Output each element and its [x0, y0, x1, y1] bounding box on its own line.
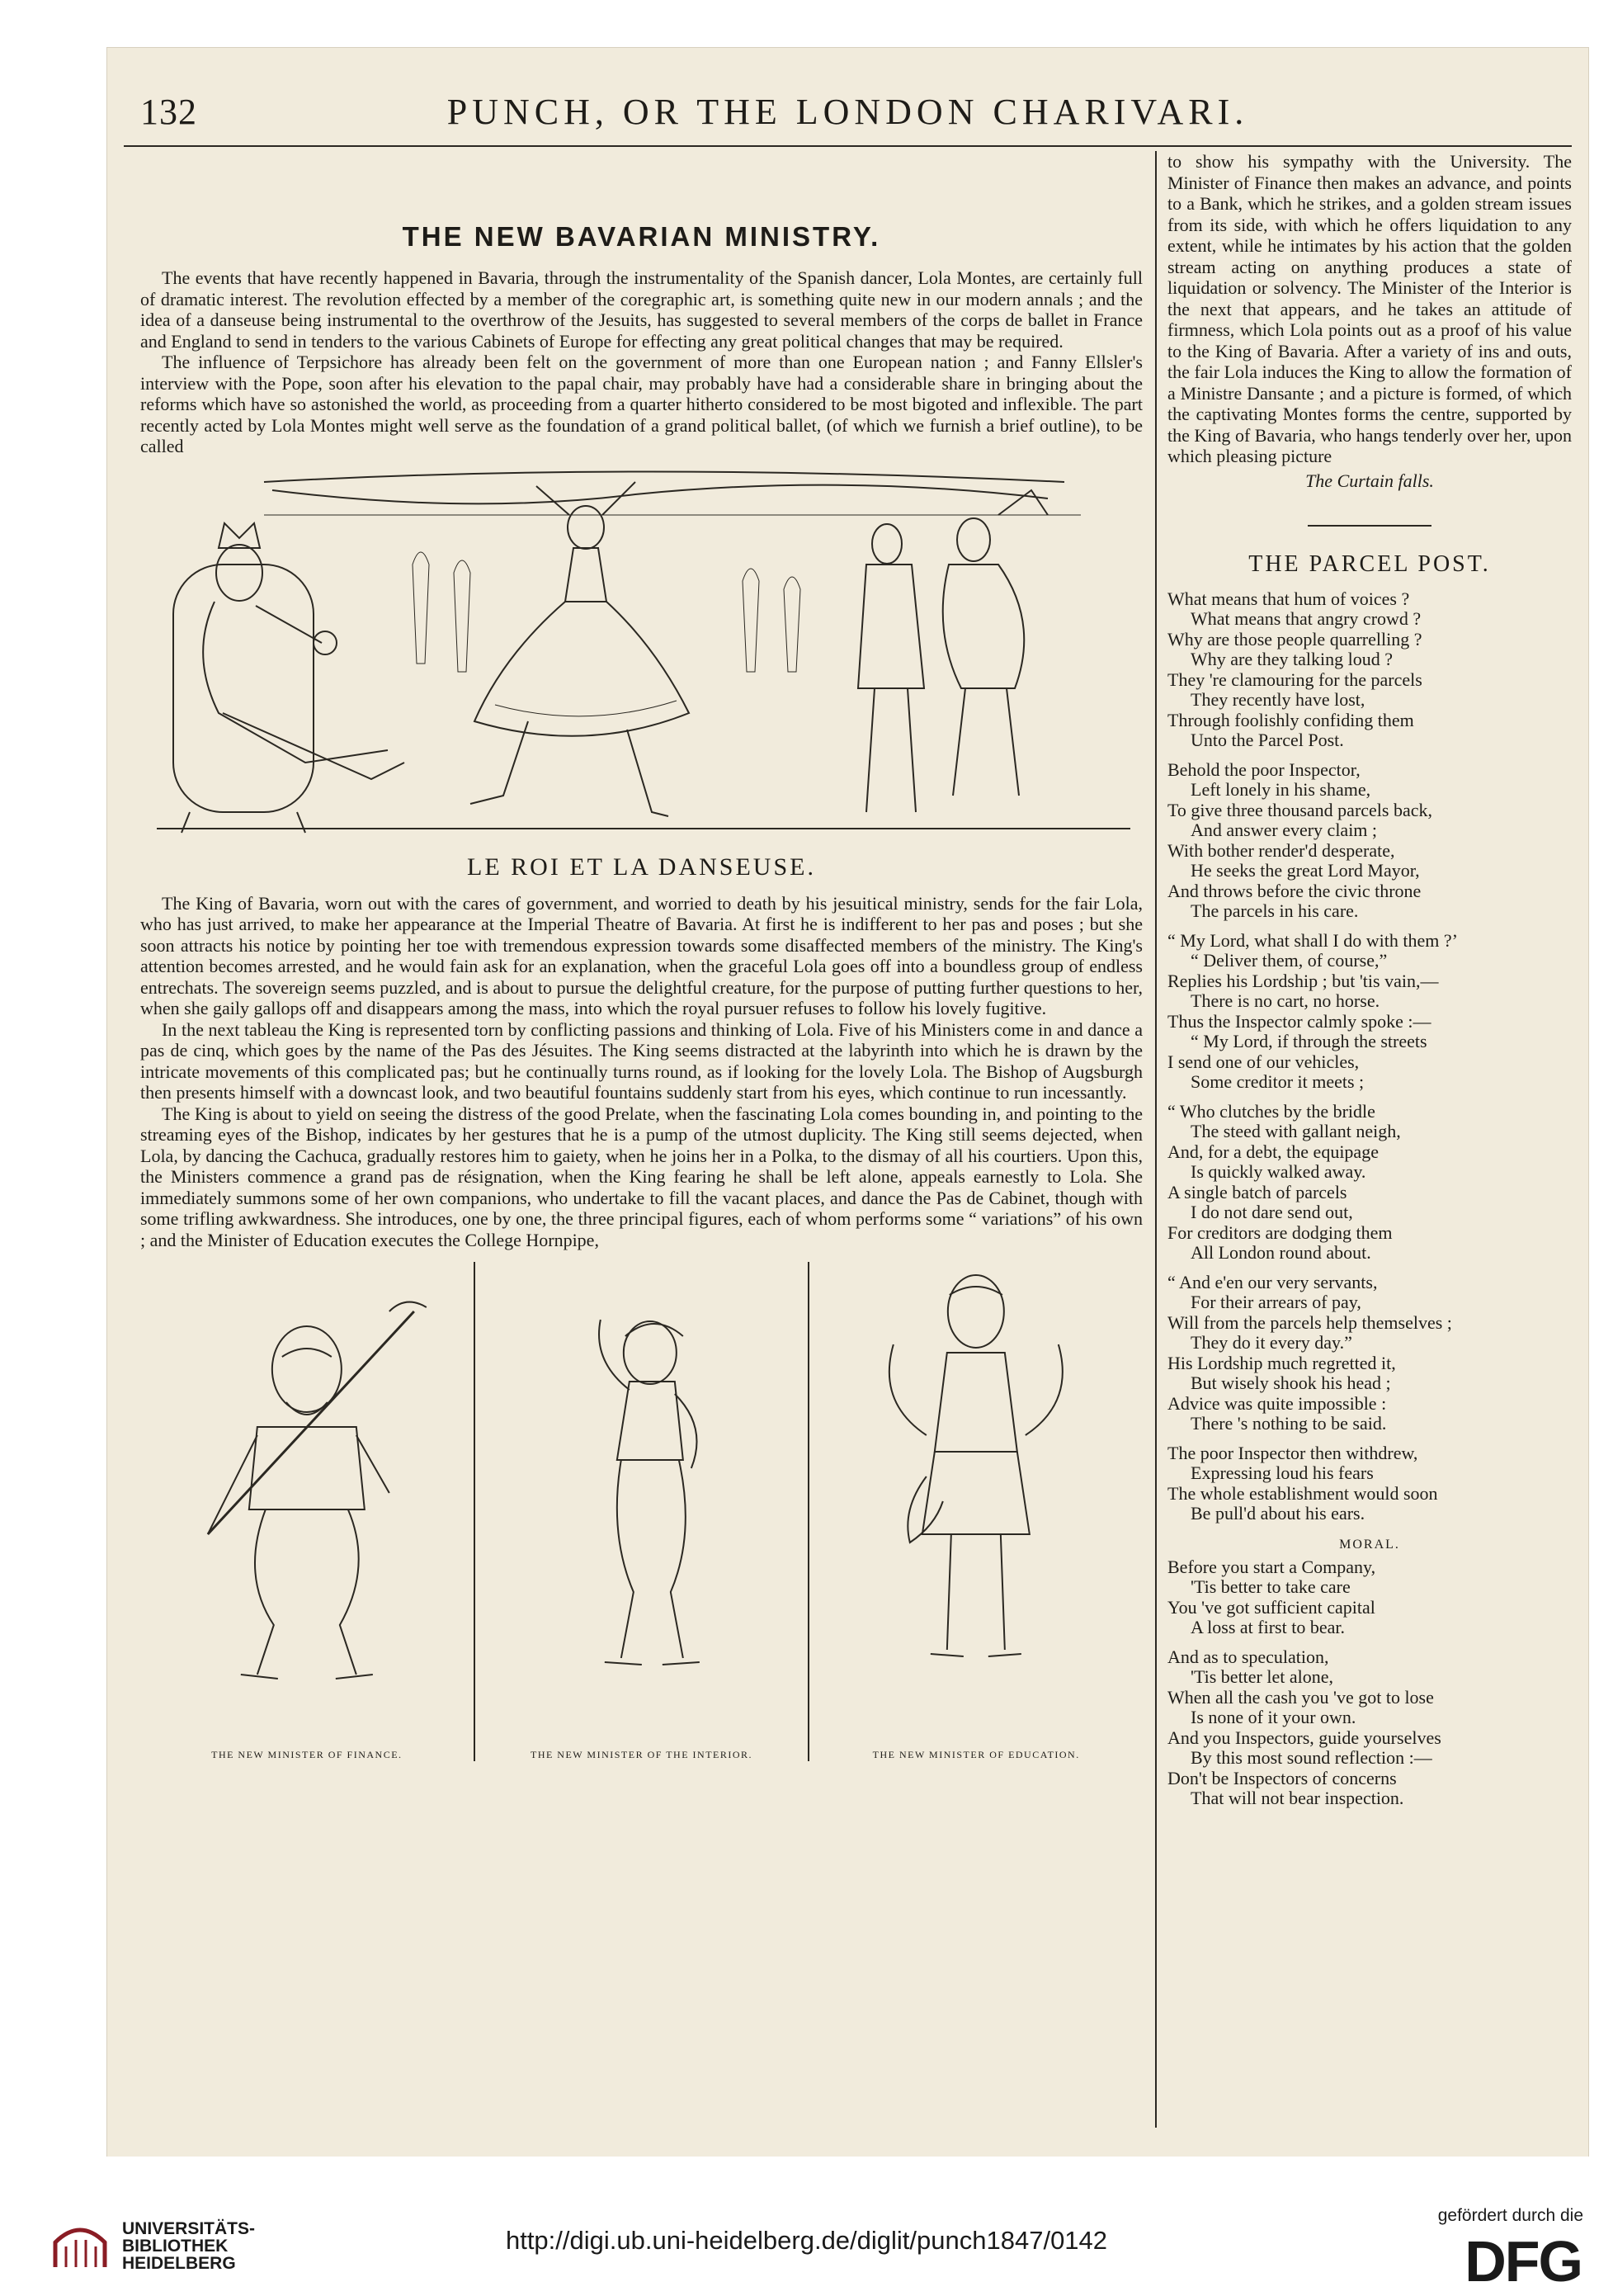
figure-caption-finance: THE NEW MINISTER OF FINANCE.: [211, 1749, 403, 1760]
poem-line: Advice was quite impossible :: [1167, 1392, 1387, 1414]
moral-line: And as to speculation,: [1167, 1646, 1329, 1667]
moral-line: That will not bear inspection.: [1191, 1788, 1404, 1808]
story-paragraph-2: In the next tableau the King is represented torn by conflicting passions and thinking of Lola. Five of his Ministers come in and dance a pas de cinq, which goes by the name of the Pas des Jésuites. The King seems distracted at the labyrinth into which he is drawn by the intricate movements of this complicated pas; but he continually turns round, as if looking for the lovely Lola. The Bishop of Augsburgh then presents himself with a downcast look, and two beautiful fountains suddenly start from his eyes, which continue to run incessantly.: [140, 1018, 1143, 1103]
poem-line: The whole establishment would soon: [1167, 1482, 1438, 1504]
moral-line: Is none of it your own.: [1191, 1707, 1356, 1727]
figure-interior: [475, 1262, 810, 1761]
intro-paragraph-1: The events that have recently happened in Bavaria, through the instrumentality of the Spanish dancer, Lola Montes, are certainly full of dramatic interest. The revolution effected by a member of the coregraphic art, is something quite new in our modern annals ; and the idea of a danseuse being instrumental to the overthrow of the Jesuits, has suggested to several members of the corps de ballet in France and England to send in tenders to the various Cabinets of Europe for effecting any great political changes that may be required.: [140, 267, 1143, 352]
library-line-1: UNIVERSITÄTS-: [122, 2219, 256, 2238]
poem-line: And throws before the civic throne: [1167, 880, 1422, 901]
running-title: PUNCH, OR THE LONDON CHARIVARI.: [446, 92, 1249, 132]
moral-line: 'Tis better let alone,: [1191, 1666, 1334, 1687]
finance-minister-drawing: [140, 1262, 474, 1724]
article-continuation: to show his sympathy with the University. The Minister of Finance then makes an advance, and points to a Bank, which he strikes, and a golden stream issues from its side, with which he offers liquidation to any extent, while he intimates by his action that the golden stream acting on anything produces a state of liquidation or solvency. The Minister of the Interior is the next that appears, and he takes an attitude of firmness, which Lola points out as a proof of his value to the King of Bavaria. After a variety of ins and outs, the fair Lola induces the King to allow the formation of a Ministre Dansante ; and a picture is formed, of which the captivating Montes forms the centre, supported by the King of Bavaria, who hangs tenderly over her, upon which pleasing picture: [1167, 151, 1572, 466]
poem-stanza: [1167, 1102, 1572, 1264]
poem-line: I do not dare send out,: [1191, 1202, 1353, 1222]
poem-line: Be pull'd about his ears.: [1191, 1503, 1365, 1524]
page-header: [140, 81, 1555, 147]
poem-line: And answer every claim ;: [1191, 820, 1378, 840]
poem-line: “ My Lord, if through the streets: [1191, 1031, 1427, 1051]
poem-line: Expressing loud his fears: [1191, 1462, 1374, 1483]
poem-line: Some creditor it meets ;: [1191, 1071, 1365, 1092]
poem-line: He seeks the great Lord Mayor,: [1191, 860, 1420, 881]
moral-line: Don't be Inspectors of concerns: [1167, 1767, 1397, 1788]
poem-line: Thus the Inspector calmly spoke :—: [1167, 1010, 1431, 1032]
poem-line: There is no cart, no horse.: [1191, 990, 1380, 1011]
poem-line: Why are they talking loud ?: [1191, 649, 1393, 669]
poem-line: What means that angry crowd ?: [1191, 608, 1422, 629]
poem-line: Through foolishly confiding them: [1167, 709, 1414, 730]
poem-line: The steed with gallant neigh,: [1191, 1121, 1401, 1141]
moral-line: 'Tis better to take care: [1191, 1576, 1351, 1597]
poem-line: What means that hum of voices ?: [1167, 588, 1410, 609]
poem-line: Is quickly walked away.: [1191, 1161, 1366, 1182]
curtain-line: The Curtain falls.: [1305, 470, 1434, 491]
poem-line: Why are those people quarrelling ?: [1167, 628, 1422, 650]
poem-line: A single batch of parcels: [1167, 1181, 1347, 1202]
poem-line: They 're clamouring for the parcels: [1167, 668, 1422, 690]
poem-line: With bother render'd desperate,: [1167, 839, 1395, 861]
poem-line: Unto the Parcel Post.: [1191, 730, 1344, 750]
poem-line: They recently have lost,: [1191, 689, 1365, 710]
poem-line: They do it every day.”: [1191, 1332, 1352, 1353]
poem-line: Replies his Lordship ; but 'tis vain,—: [1167, 970, 1439, 991]
poem-line: Behold the poor Inspector,: [1167, 758, 1361, 780]
moral-line: Before you start a Company,: [1167, 1556, 1376, 1577]
poem-line: “ Who clutches by the bridle: [1167, 1100, 1375, 1122]
poem-stanza: [1167, 589, 1572, 751]
dfg-logo: DFG: [1464, 2229, 1582, 2294]
poem-line: To give three thousand parcels back,: [1167, 799, 1433, 820]
main-illustration: [140, 465, 1143, 845]
poem-line: There 's nothing to be said.: [1191, 1413, 1387, 1434]
illustration-caption: LE ROI ET LA DANSEUSE.: [467, 853, 816, 881]
poem-line: For creditors are dodging them: [1167, 1221, 1393, 1243]
poem-line: “ And e'en our very servants,: [1167, 1271, 1378, 1292]
section-rule: [1308, 525, 1431, 527]
header-rule: [124, 145, 1572, 147]
story-paragraph-1: The King of Bavaria, worn out with the cares of government, and worried to death by his jesuitical ministry, sends for the fair Lola, who has just arrived, to make her appearance at the Imperial Theatre of Bavaria. At first he is indifferent to her pas and poses ; but she soon attracts his notice by pointing her toe with tremendous expression towards some disaffected members of the ministry. The King's attention becomes arrested, and he would fain ask for an explanation, when the graceful Lola goes off into a boundless group of endless entrechats. The sovereign seems puzzled, and is about to pursue the delightful creature, for the purpose of putting further questions to her, when she gaily gallops off and disappears among the mass, into which the royal pursuer refuses to follow his lovely fugitive.: [140, 892, 1143, 1018]
left-column: [140, 163, 1143, 1761]
poem-line: “ My Lord, what shall I do with them ?’: [1167, 929, 1458, 951]
moral-line: You 've got sufficient capital: [1167, 1596, 1375, 1618]
poem-line: But wisely shook his head ;: [1191, 1372, 1391, 1393]
poem-stanza: [1167, 1273, 1572, 1434]
poem-stanza: [1167, 760, 1572, 922]
poem-line: Will from the parcels help themselves ;: [1167, 1311, 1452, 1333]
poem-line: I send one of our vehicles,: [1167, 1051, 1360, 1072]
moral-heading: MORAL.: [1339, 1537, 1400, 1552]
funded-by-text: gefördert durch die: [1437, 2206, 1583, 2225]
poem-line: Left lonely in his shame,: [1191, 779, 1371, 800]
article-title: THE NEW BAVARIAN MINISTRY.: [402, 221, 881, 252]
interior-minister-drawing: [475, 1262, 809, 1724]
moral-stanza: [1167, 1647, 1572, 1809]
figure-caption-education: THE NEW MINISTER OF EDUCATION.: [872, 1749, 1080, 1760]
poem-stanza: [1167, 1443, 1572, 1524]
moral-stanza: [1167, 1557, 1572, 1638]
moral-line: And you Inspectors, guide yourselves: [1167, 1727, 1441, 1748]
story-paragraph-3: The King is about to yield on seeing the distress of the good Prelate, when the fascinating Lola comes bounding in, and pointing to the streaming eyes of the Bishop, indicates by her gestures that he is a pump of the utmost duplicity. The King still seems dejected, when Lola, by dancing the Cachuca, gradually restores him to gaiety, when he joins her in a Polka, to the dismay of all his courtiers. Upon this, the Ministers commence a grand pas de résignation, when the King fearing he shall be left alone, appeals earnestly to Lola. She immediately summons some of her own companions, who undertake to fill the vacant places, and dance the Pas de Cabinet, though with some trifling awkwardness. She introduces, one by one, the three principal figures, each of whom performs some “ variations” of his own ; and the Minister of Education executes the College Hornpipe,: [140, 1103, 1143, 1250]
figure-caption-interior: THE NEW MINISTER OF THE INTERIOR.: [530, 1749, 753, 1760]
moral-line: By this most sound reflection :—: [1191, 1747, 1432, 1768]
poem-line: The poor Inspector then withdrew,: [1167, 1442, 1418, 1463]
right-column: [1167, 151, 1572, 1818]
figure-finance: [140, 1262, 475, 1761]
source-url[interactable]: http://digi.ub.uni-heidelberg.de/diglit/punch1847/0142: [505, 2226, 1108, 2255]
page-scan: [107, 48, 1588, 2157]
education-minister-drawing: [809, 1262, 1143, 1724]
poem-title: THE PARCEL POST.: [1248, 550, 1491, 577]
poem-line: His Lordship much regretted it,: [1167, 1352, 1396, 1373]
library-line-3: HEIDELBERG: [122, 2254, 236, 2273]
moral-body: [1167, 1557, 1572, 1809]
library-line-2: BIBLIOTHEK: [122, 2237, 229, 2256]
page-number: 132: [140, 92, 197, 132]
poem-line: All London round about.: [1191, 1242, 1371, 1263]
intro-paragraph-2: The influence of Terpsichore has already been felt on the government of more than one European nation ; and Fanny Ellsler's interview with the Pope, soon after his elevation to the papal chair, may probably have had a considerable share in bringing about the reforms which have so astonished the world, as proceeding from a quarter hitherto considered to be most bigoted and inflexible. The part recently acted by Lola Montes might well serve as the foundation of a grand political ballet, (of which we furnish a brief outline), to be called: [140, 352, 1143, 456]
moral-line: A loss at first to bear.: [1191, 1617, 1345, 1637]
king-and-dancer-engraving: [140, 465, 1143, 845]
poem-line: “ Deliver them, of course,”: [1191, 950, 1388, 971]
poem-line: For their arrears of pay,: [1191, 1292, 1361, 1312]
poem-line: The parcels in his care.: [1191, 900, 1359, 921]
column-divider: [1155, 151, 1157, 2128]
minister-figures: [140, 1262, 1143, 1761]
poem-line: And, for a debt, the equipage: [1167, 1141, 1379, 1162]
figure-education: [809, 1262, 1143, 1761]
moral-line: When all the cash you 've got to lose: [1167, 1686, 1434, 1708]
poem-stanza: [1167, 931, 1572, 1093]
poem-body: [1167, 589, 1572, 1524]
